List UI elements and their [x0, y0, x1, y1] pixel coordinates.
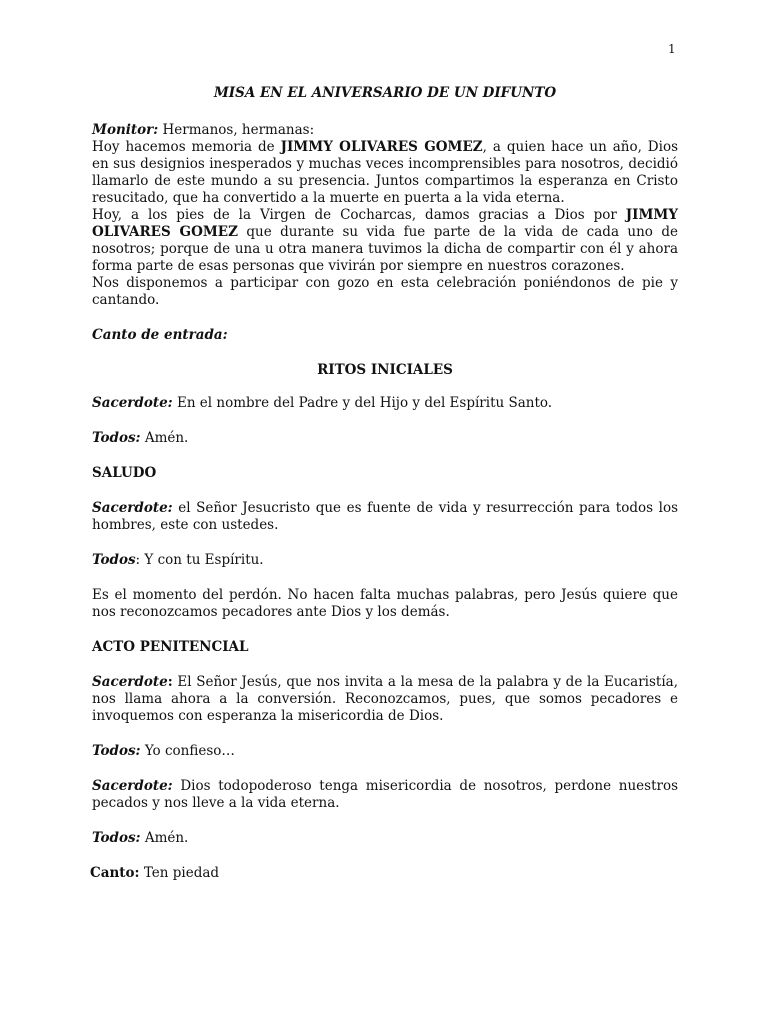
- sacerdote-colon: :: [167, 674, 173, 690]
- todos-text: Amén.: [140, 430, 189, 446]
- canto-entrada-heading: Canto de entrada:: [92, 327, 228, 343]
- page-number: 1: [668, 42, 676, 56]
- sacerdote-label: Sacerdote:: [92, 778, 173, 794]
- todos-label: Todos:: [92, 830, 141, 846]
- saludo-heading: SALUDO: [92, 465, 157, 481]
- sacerdote-line-3: [92, 674, 678, 725]
- monitor-paragraph-2: [92, 207, 678, 275]
- todos-line-1: [92, 430, 678, 447]
- sacerdote-line-1: [92, 395, 678, 412]
- todos-line-2: [92, 552, 678, 569]
- monitor-p2-end: que durante su vida fue parte de la vida de cada uno de nosotros; porque de una u otra manera tuvimos la dicha de compartir con él y ahora forma parte de esas personas que vivirán por siempre en nuestros corazones.: [92, 224, 678, 274]
- todos-label: Todos:: [92, 430, 141, 446]
- monitor-p1-start: Hoy hacemos memoria de: [92, 139, 281, 155]
- todos-label: Todos:: [92, 743, 141, 759]
- monitor-greeting-line: [92, 122, 678, 139]
- monitor-paragraph-1: [92, 139, 678, 207]
- monitor-p1-end: , a quien hace un año, Dios en sus designios inesperados y muchas veces incomprensibles para nosotros, decidió llamarlo de este mundo a su presencia. Juntos compartimos la esperanza en Cristo resucitado, que ha convertido a la muerte en puerta a la vida eterna.: [92, 139, 678, 206]
- deceased-name: JIMMY OLIVARES GOMEZ: [280, 139, 483, 155]
- sacerdote-text: el Señor Jesucristo que es fuente de vida y resurrección para todos los hombres, este con ustedes.: [92, 500, 678, 533]
- monitor-greeting: Hermanos, hermanas:: [158, 122, 315, 138]
- monitor-paragraph-3: Nos disponemos a participar con gozo en esta celebración poniéndonos de pie y cantando.: [92, 275, 678, 308]
- sacerdote-text: En el nombre del Padre y del Hijo y del Espíritu Santo.: [172, 395, 553, 411]
- sacerdote-line-4: [92, 778, 678, 812]
- sacerdote-line-2: [92, 500, 678, 534]
- document-title: MISA EN EL ANIVERSARIO DE UN DIFUNTO: [213, 85, 557, 101]
- perdon-paragraph: Es el momento del perdón. No hacen falta muchas palabras, pero Jesús quiere que nos reconozcamos pecadores ante Dios y los demás.: [92, 587, 678, 620]
- deceased-name-2: JIMMY OLIVARES GOMEZ: [92, 207, 678, 240]
- monitor-label: Monitor:: [92, 122, 159, 138]
- sacerdote-label: Sacerdote: [92, 674, 168, 690]
- document-body: [92, 85, 678, 882]
- acto-penitencial-heading: ACTO PENITENCIAL: [92, 639, 249, 655]
- todos-text: : Y con tu Espíritu.: [135, 552, 264, 568]
- canto-label: Canto:: [90, 865, 140, 881]
- todos-text: Amén.: [140, 830, 189, 846]
- sacerdote-label: Sacerdote:: [92, 395, 173, 411]
- sacerdote-label: Sacerdote:: [92, 500, 173, 516]
- monitor-p2-start: Hoy, a los pies de la Virgen de Cocharcas, damos gracias a Dios por: [92, 207, 626, 223]
- sacerdote-text: El Señor Jesús, que nos invita a la mesa de la palabra y de la Eucaristía, nos llama ahora a la conversión. Reconozcamos, pues, que somos pecadores e invoquemos con esperanza la misericordia de Dios.: [92, 674, 678, 724]
- canto-line: [90, 865, 678, 882]
- sacerdote-text: Dios todopoderoso tenga misericordia de nosotros, perdone nuestros pecados y nos lleve a la vida eterna.: [92, 778, 678, 811]
- todos-label: Todos: [92, 552, 136, 568]
- todos-line-4: [92, 830, 678, 847]
- todos-line-3: [92, 743, 678, 760]
- todos-text: Yo confieso…: [140, 743, 235, 759]
- canto-text: Ten piedad: [139, 865, 220, 881]
- ritos-iniciales-heading: RITOS INICIALES: [317, 362, 453, 378]
